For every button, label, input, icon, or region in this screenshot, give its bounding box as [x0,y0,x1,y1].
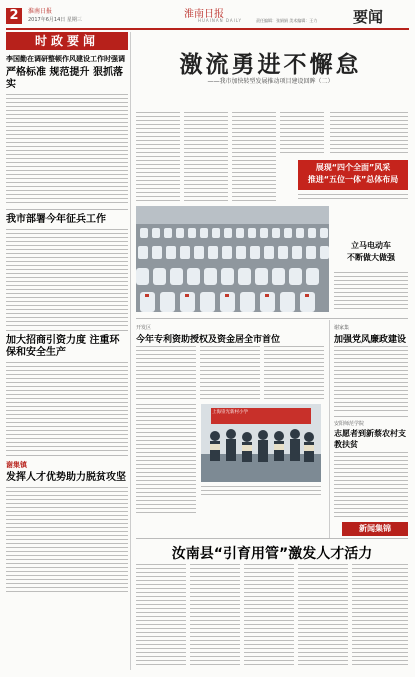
lead-body-col2 [184,112,228,202]
campaign-box [298,160,408,190]
lead-body-col3 [232,112,276,202]
campaign-line2: 推进“五位一体”总体布局 [307,175,399,184]
right-mid-body [334,346,408,412]
story4-body [6,487,128,595]
page-header [6,4,409,30]
bottom-body-col1 [136,564,186,668]
bottom-body-col3 [244,564,294,668]
column-divider [329,320,330,538]
story1-headline: 严格标准 规范提升 狠抓落实 [6,67,123,90]
politics-news-badge: 时政要闻 [6,32,128,50]
divider [6,455,128,456]
right-mid-headline: 加强党风廉政建设 [334,335,407,345]
mid-headline: 今年专利资助授权及资金居全市首位 [136,335,281,345]
bottom-headline: 汝南县“引育用管”激发人才活力 [171,546,373,562]
photo-caption-line1: 立马电动车 [351,241,391,250]
newspaper-logo-sub: HUAINAN DAILY [198,18,242,23]
story3-headline: 加大招商引资力度 注重环保和安全生产 [6,335,120,358]
mid-body-col2 [200,346,260,400]
bottom-body-col5 [352,564,408,668]
story1-body [6,94,128,206]
mid-body-col1 [136,346,196,400]
left-column-divider [130,32,131,670]
story1-title: 李国勤在调研整顿作风建设工作时强调 [6,55,125,63]
bottom-body-col2 [190,564,240,668]
volunteer-image [201,404,321,482]
campaign-line1: 展现“四个全面”风采 [315,163,391,172]
news-collection-box: 新闻集锦 [342,522,408,536]
right-mid-kicker: 谢家集 [334,325,350,331]
story4-headline: 发挥人才优势助力脱贫攻坚 [6,472,126,483]
lead-subheadline: ——我市加快转型发展推动项目建设回眸（二） [207,78,334,85]
divider [136,318,408,319]
right-low-body [334,452,408,518]
divider [334,416,408,417]
divider [6,330,128,331]
section-title: 要闻 [352,8,383,26]
editors-line: 责任编辑：张娟娟 美术编辑：王力 [256,18,318,23]
lead-body-col4 [280,112,324,156]
mid-body-col3 [264,346,324,400]
left-column [6,32,128,671]
story2-headline: 我市部署今年征兵工作 [6,214,106,225]
lead-headline: 激流勇进不懈怠 [179,51,362,78]
divider [6,209,128,210]
page-number: 2 [6,8,22,24]
volunteer-photo [201,404,321,482]
scooter-factory-photo [136,206,329,312]
bottom-body-col4 [298,564,348,668]
photo-caption-body [334,272,408,312]
lead-body-col1 [136,112,180,202]
issue-date: 2017年6月14日 星期三 [28,17,82,23]
lead-banner [132,30,409,110]
story3-body [6,362,128,452]
mid-kicker: 开发区 [136,325,152,331]
photo2-sign: 上海崇光新村小学 [212,410,248,415]
right-low-kicker: 安阳师范学院 [334,421,365,427]
photo-caption-line2: 不断做大做强 [347,253,395,262]
photo-caption [334,240,408,264]
scooter-rows-image [136,206,329,312]
masthead-small: 淮南日报 [28,8,53,15]
right-low-headline: 志愿者到新蔡农村支教扶贫 [334,429,406,449]
photo2-caption [201,486,321,498]
mid-body-col4 [136,404,196,516]
lead-body-col5 [330,112,408,156]
divider [136,538,408,539]
campaign-footnote [298,194,408,202]
story4-kicker: 谢集镇 [6,461,27,469]
story2-body [6,229,128,327]
newspaper-logo: 淮南日报 [184,9,224,20]
